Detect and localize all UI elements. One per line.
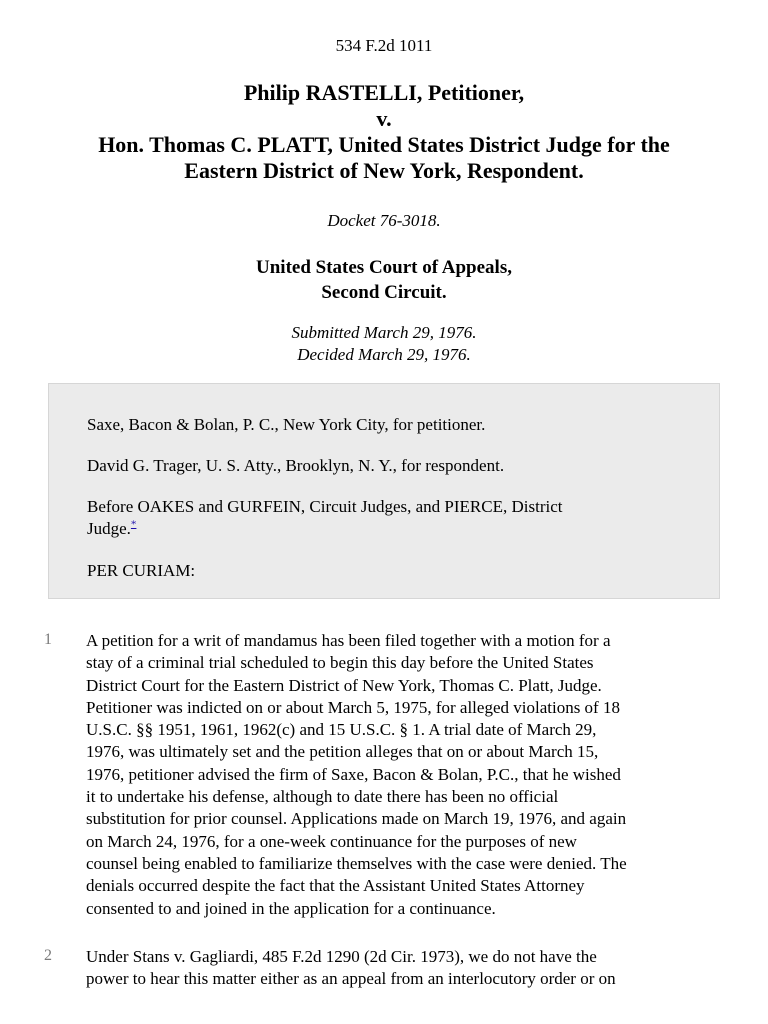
decided-date: Decided March 29, 1976. bbox=[297, 345, 471, 364]
panel-judges-line-2 bbox=[87, 518, 667, 540]
panel-judges-line-1: Before OAKES and GURFEIN, Circuit Judges, and PIERCE, District bbox=[87, 497, 563, 516]
paragraph-1 bbox=[86, 630, 726, 920]
paragraph-line: District Court for the Eastern District of New York, Thomas C. Platt, Judge. bbox=[86, 675, 602, 695]
paragraph-line: 1976, petitioner advised the firm of Saxe, Bacon & Bolan, P.C., that he wished bbox=[86, 764, 621, 784]
panel-judges bbox=[87, 496, 667, 540]
submitted-date: Submitted March 29, 1976. bbox=[291, 323, 477, 342]
docket-number: Docket 76-3018. bbox=[327, 211, 441, 230]
caption-respondent-line-2: Eastern District of New York, Respondent. bbox=[184, 158, 584, 183]
paragraph-line: stay of a criminal trial scheduled to begin this day before the United States bbox=[86, 653, 594, 673]
paragraph-number-1: 1 bbox=[44, 631, 52, 648]
footnote-link[interactable]: * bbox=[130, 518, 137, 531]
respondent-counsel: David G. Trager, U. S. Atty., Brooklyn, N. Y., for respondent. bbox=[87, 456, 505, 475]
caption-respondent-line-1: Hon. Thomas C. PLATT, United States District Judge for the bbox=[98, 132, 670, 157]
petitioner-counsel: Saxe, Bacon & Bolan, P. C., New York City, for petitioner. bbox=[87, 415, 486, 434]
caption-petitioner: Philip RASTELLI, Petitioner, bbox=[243, 80, 525, 105]
paragraph-2 bbox=[86, 946, 726, 991]
case-dates bbox=[0, 322, 768, 366]
court-name bbox=[0, 255, 768, 305]
court-name-line-2: Second Circuit. bbox=[321, 282, 447, 303]
paragraph-line: consented to and joined in the application for a continuance. bbox=[86, 898, 496, 918]
per-curiam-heading: PER CURIAM: bbox=[87, 561, 196, 580]
paragraph-line: Under Stans v. Gagliardi, 485 F.2d 1290 (2d Cir. 1973), we do not have the bbox=[86, 947, 597, 966]
panel-judges-line-2-text: Judge. bbox=[87, 519, 131, 538]
paragraph-line: counsel being enabled to familiarize themselves with the case were denied. The bbox=[86, 853, 627, 873]
case-caption bbox=[0, 80, 768, 184]
caption-versus: v. bbox=[376, 106, 392, 131]
paragraph-line: on March 24, 1976, for a one-week continuance for the purposes of new bbox=[86, 831, 577, 851]
paragraph-line: it to undertake his defense, although to date there has been no official bbox=[86, 787, 559, 807]
paragraph-number-2: 2 bbox=[44, 947, 52, 964]
court-name-line-1: United States Court of Appeals, bbox=[256, 257, 512, 278]
paragraph-line: Petitioner was indicted on or about March 5, 1975, for alleged violations of 18 bbox=[86, 697, 620, 717]
paragraph-line: A petition for a writ of mandamus has been filed together with a motion for a bbox=[86, 631, 611, 650]
case-citation: 534 F.2d 1011 bbox=[335, 36, 433, 55]
paragraph-line: 1976, was ultimately set and the petition alleges that on or about March 15, bbox=[86, 742, 599, 762]
paragraph-line: U.S.C. §§ 1951, 1961, 1962(c) and 15 U.S.C. § 1. A trial date of March 29, bbox=[86, 720, 597, 740]
counsel-box bbox=[48, 383, 720, 599]
paragraph-line: power to hear this matter either as an appeal from an interlocutory order or on bbox=[86, 969, 616, 989]
paragraph-line: denials occurred despite the fact that the Assistant United States Attorney bbox=[86, 876, 585, 896]
paragraph-line: substitution for prior counsel. Applications made on March 19, 1976, and again bbox=[86, 809, 627, 829]
